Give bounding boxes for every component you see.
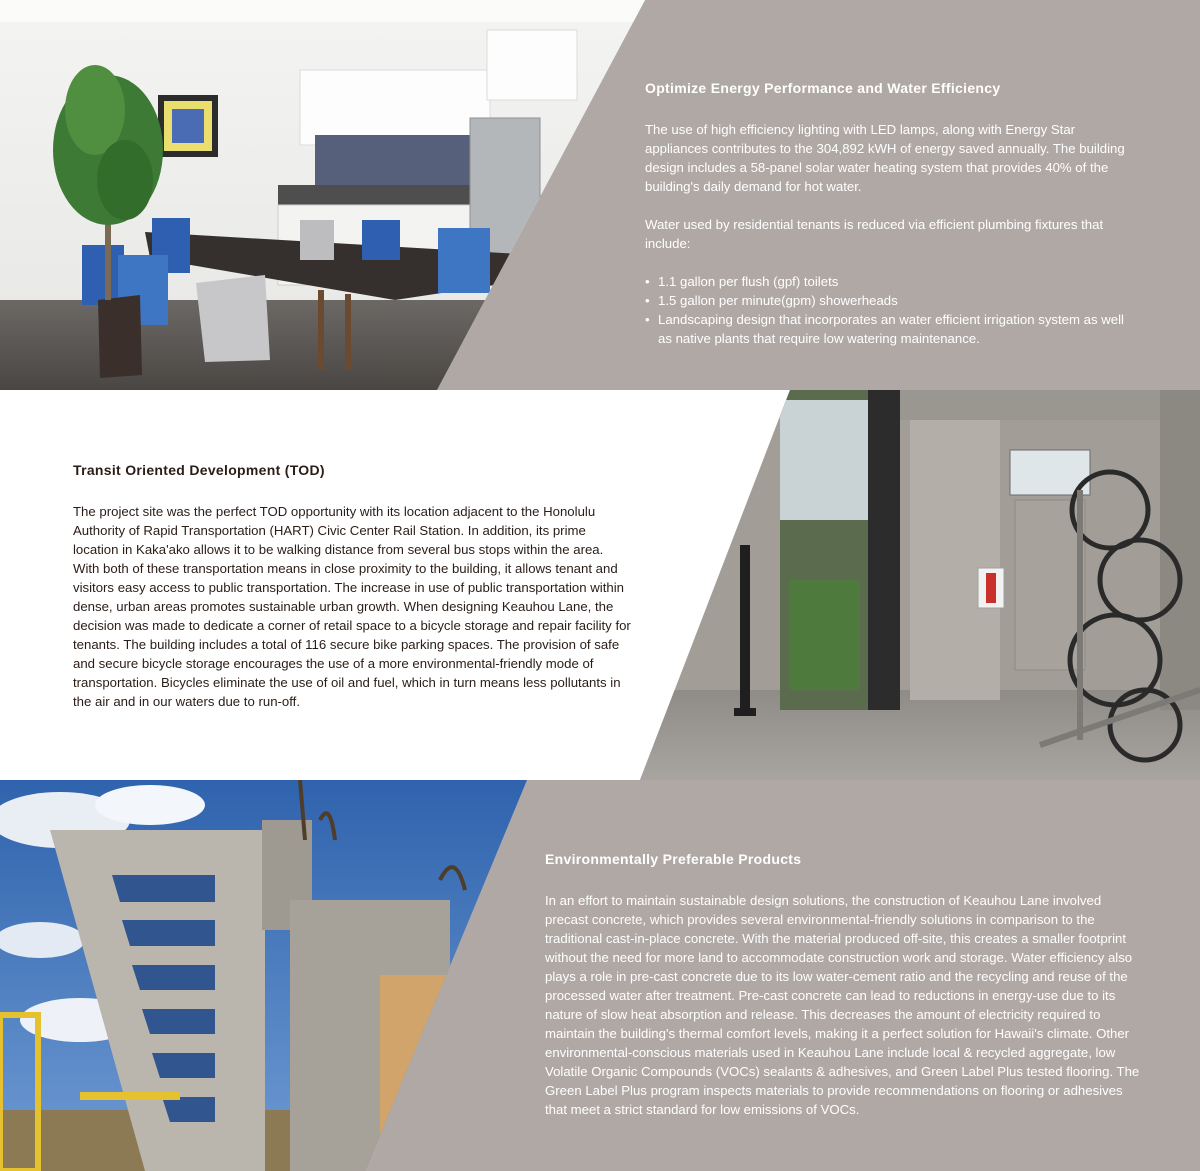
- energy-text: [645, 80, 1137, 348]
- list-item: • 1.1 gallon per flush (gpf) toilets: [645, 272, 1137, 291]
- energy-paragraph-1: The use of high efficiency lighting with LED lamps, along with Energy Star appliances contributes to the 304,892 kWH of energy saved annually. The building design includes a 58-panel solar water heating system that provides 40% of the building's daily demand for hot water.: [645, 122, 1125, 194]
- products-section: [0, 780, 1200, 1171]
- energy-heading: Optimize Energy Performance and Water Efficiency: [645, 80, 1001, 96]
- products-paragraph: In an effort to maintain sustainable design solutions, the construction of Keauhou Lane involved precast concrete, which provides several environmental-friendly solutions in comparison to the traditional cast-in-place concrete. With the material produced off-site, this creates a smaller footprint without the need for more land to accommodate construction work and storage. Water efficiency also plays a role in pre-cast concrete due to its low water-cement ratio and the recycling and reuse of the processed water after treatment. Pre-cast concrete can lead to reductions in energy-use due to its nature of slow heat absorption and release. This decreases the amount of electricity required to maintain the building's thermal comfort levels, making it a perfect solution for Hawaii's climate. Other environmental-conscious materials used in Keauhou Lane include local & recycled aggregate, low Volatile Organic Compounds (VOCs) sealants & adhesives, and Green Label Plus tested flooring. The Green Label Plus program inspects materials to provide recommendations on flooring or adhesives that meet a strict standard for low emissions of VOCs.: [545, 893, 1140, 1117]
- list-item: • 1.5 gallon per minute(gpm) showerheads: [645, 291, 1137, 310]
- kitchen-dining-photo: [0, 0, 650, 390]
- tod-text: [73, 462, 633, 711]
- energy-section: [0, 0, 1200, 390]
- tod-heading: Transit Oriented Development (TOD): [73, 462, 325, 478]
- products-text: [545, 851, 1143, 1119]
- list-item: • Landscaping design that incorporates an water efficient irrigation system as well as native plants that require low watering maintenance.: [645, 310, 1137, 348]
- bicycle-storage-photo: [640, 390, 1200, 780]
- tod-section: [0, 390, 1200, 780]
- products-heading: Environmentally Preferable Products: [545, 851, 802, 867]
- tod-paragraph: The project site was the perfect TOD opportunity with its location adjacent to the Honolulu Authority of Rapid Transportation (HART) Civic Center Rail Station. In addition, its prime location in Kaka'ako allows it to be walking distance from several bus stops within the area. With both of these transportation means in close proximity to the building, it allows tenant and visitors easy access to public transportation. The increase in use of public transportation within dense, urban areas promotes sustainable urban growth. When designing Keauhou Lane, the decision was made to dedicate a corner of retail space to a bicycle storage and repair facility for tenants. The building includes a total of 116 secure bike parking spaces. The provision of safe and secure bicycle storage encourages the use of a more environmental-friendly mode of transportation. Bicycles eliminate the use of oil and fuel, which in turn means less pollutants in the air and in our waters due to run-off.: [73, 504, 631, 709]
- plumbing-fixtures-list: [645, 272, 1137, 348]
- precast-concrete-photo: [0, 780, 530, 1171]
- energy-paragraph-2: Water used by residential tenants is reduced via efficient plumbing fixtures that include:: [645, 217, 1104, 251]
